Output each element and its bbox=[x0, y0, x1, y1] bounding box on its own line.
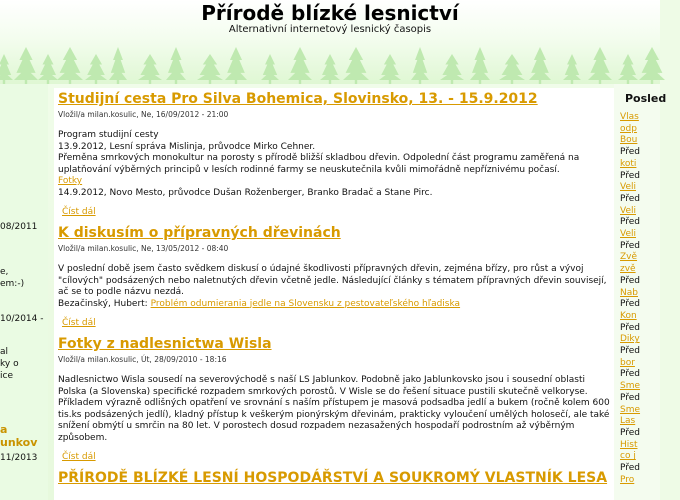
reference-author: Bezačinský, Hubert: bbox=[58, 298, 151, 309]
recent-post-item bbox=[620, 241, 680, 253]
article bbox=[54, 335, 614, 463]
left-sidebar bbox=[0, 84, 48, 500]
read-more-link[interactable]: Číst dál bbox=[62, 318, 96, 328]
article-paragraph: Nadlesnictwo Wisla sousedí na severovýchodě s naší LS Jablunkov. Podobně jako Jablunkovsko jsou i sousední oblasti Polska (a Slovenska) specifické rozpadem smrkových porostů. V Wisle se do řešení situace pustili skutečně velkoryse. Příkladem výrazně odlišných opatření ve srovnání s naším přístupem je masová podsadba jedlí a bukem (ročně kolem 600 tis.ks podsázených jedlí), kladný přístup k veškerým pionýrským dřevinám, prakticky vyloučení umělých holosečí, ale také snížení obmýtí u smrčin na 80 let. V porostech dosud rozpadem nezasažených hospodaří podrostním až výběrným způsobem. bbox=[58, 375, 610, 443]
recent-post-item[interactable] bbox=[620, 381, 680, 393]
article-body bbox=[58, 130, 610, 199]
recent-post-item[interactable] bbox=[620, 252, 680, 264]
recent-post-meta: Před bbox=[620, 217, 641, 228]
recent-post-link[interactable]: Veli bbox=[620, 182, 636, 193]
recent-post-item[interactable] bbox=[620, 311, 680, 323]
recent-post-item[interactable] bbox=[620, 416, 680, 428]
recent-post-meta: Před bbox=[620, 427, 641, 438]
recent-post-item[interactable] bbox=[620, 264, 680, 276]
recent-post-item[interactable] bbox=[620, 451, 680, 463]
article-body bbox=[58, 264, 610, 310]
tree-decoration bbox=[166, 47, 186, 80]
recent-post-item bbox=[620, 147, 680, 159]
recent-post-link[interactable]: bor bbox=[620, 357, 635, 368]
recent-post-item[interactable] bbox=[620, 358, 680, 370]
recent-post-item bbox=[620, 346, 680, 358]
recent-post-item[interactable] bbox=[620, 124, 680, 136]
recent-post-item[interactable] bbox=[620, 288, 680, 300]
site-subtitle: Alternativní internetový lesnický časopis bbox=[228, 24, 432, 35]
recent-post-item bbox=[620, 217, 680, 229]
recent-post-link[interactable]: Veli bbox=[620, 205, 636, 216]
recent-post-meta: Před bbox=[620, 299, 641, 310]
recent-post-item bbox=[620, 194, 680, 206]
recent-post-link[interactable]: Sme bbox=[620, 404, 641, 415]
article-body bbox=[58, 375, 610, 444]
recent-post-link[interactable]: odp bbox=[620, 123, 637, 134]
recent-post-item bbox=[620, 276, 680, 288]
recent-post-item bbox=[620, 369, 680, 381]
article-paragraph: Program studijní cesty bbox=[58, 130, 159, 140]
tree-decoration bbox=[618, 54, 638, 80]
tree-decoration bbox=[639, 47, 665, 80]
tree-decoration bbox=[470, 47, 490, 80]
tree-decoration bbox=[225, 47, 247, 80]
article-title-link[interactable]: Studijní cesta Pro Silva Bohemica, Slovinsko, 13. - 15.9.2012 bbox=[58, 91, 538, 107]
recent-post-item[interactable] bbox=[620, 475, 680, 487]
article-title-link[interactable]: K diskusím o přípravných dřevinách bbox=[58, 225, 341, 241]
content-column bbox=[54, 88, 614, 500]
site-title[interactable]: Přírodě blízké lesnictví bbox=[201, 1, 459, 25]
left-sidebar-link[interactable]: a bbox=[0, 423, 8, 436]
recent-post-link[interactable]: Zvě bbox=[620, 252, 638, 263]
reference-link[interactable]: Problém odumierania jedle na Slovensku z pestovateľského hľadiska bbox=[150, 298, 461, 309]
recent-post-link[interactable]: Sme bbox=[620, 381, 641, 392]
left-sidebar-text: ky o bbox=[0, 359, 19, 369]
recent-post-item[interactable] bbox=[620, 405, 680, 417]
tree-decoration bbox=[288, 47, 312, 80]
recent-post-item bbox=[620, 171, 680, 183]
recent-post-link[interactable]: Vlas bbox=[620, 112, 639, 122]
recent-post-meta: Před bbox=[620, 147, 641, 158]
recent-post-meta: Před bbox=[620, 240, 641, 251]
left-sidebar-text: al bbox=[0, 347, 9, 357]
recent-post-meta: Před bbox=[620, 346, 641, 357]
recent-post-link[interactable]: Kon bbox=[620, 310, 637, 321]
recent-post-link[interactable]: Bou bbox=[620, 135, 638, 146]
photos-link[interactable]: Fotky bbox=[58, 176, 83, 186]
article bbox=[54, 90, 614, 218]
recent-post-item[interactable] bbox=[620, 182, 680, 194]
left-sidebar-text: em:-) bbox=[0, 279, 25, 289]
right-sidebar bbox=[614, 84, 667, 500]
tree-decoration bbox=[38, 54, 58, 80]
recent-post-item[interactable] bbox=[620, 206, 680, 218]
left-sidebar-text: e, bbox=[0, 267, 9, 277]
recent-post-item[interactable] bbox=[620, 159, 680, 171]
recent-post-item[interactable] bbox=[620, 135, 680, 147]
tree-decoration bbox=[14, 47, 38, 80]
article-meta: Vložil/a milan.kosulic, Ne, 13/05/2012 - 08:40 bbox=[58, 244, 229, 253]
recent-post-item bbox=[620, 393, 680, 405]
tree-decoration bbox=[343, 47, 369, 80]
article-paragraph: 14.9.2012, Novo Mesto, průvodce Dušan Roženberger, Branko Bradač a Stane Pirc. bbox=[58, 187, 433, 198]
article bbox=[54, 224, 614, 329]
recent-post-link[interactable]: Nab bbox=[620, 287, 638, 298]
article-meta: Vložil/a milan.kosulic, Ne, 16/09/2012 - 21:00 bbox=[58, 110, 229, 119]
recent-post-item[interactable] bbox=[620, 229, 680, 241]
recent-post-item[interactable] bbox=[620, 334, 680, 346]
recent-post-item bbox=[620, 299, 680, 311]
recent-post-link[interactable]: zvě bbox=[620, 264, 636, 275]
main-area bbox=[48, 84, 614, 500]
recent-post-link[interactable]: koti bbox=[620, 158, 637, 169]
recent-post-meta: Před bbox=[620, 369, 641, 380]
tree-decoration bbox=[563, 54, 581, 80]
read-more-link[interactable]: Číst dál bbox=[62, 207, 96, 217]
recent-post-item bbox=[620, 428, 680, 440]
recent-post-item bbox=[620, 463, 680, 475]
recent-posts-heading: Posled bbox=[625, 92, 667, 105]
left-sidebar-text: 10/2014 - bbox=[0, 314, 44, 324]
recent-post-link[interactable]: Pro bbox=[620, 474, 635, 485]
tree-decoration bbox=[109, 47, 127, 80]
tree-decoration bbox=[499, 54, 525, 80]
article-title-link[interactable]: Fotky z nadlesnictwa Wisla bbox=[58, 336, 272, 352]
article-paragraph: Přeměna smrkových monokultur na porosty s přírodě bližší skladbou dřevin. Odpolední část programu zaměřená na uplatňování výběrných principů v lesích rodinné farmy se neuskutečnila kvůli mimořádně nepříznivému počasí. bbox=[58, 153, 580, 175]
recent-post-link[interactable]: Las bbox=[620, 416, 636, 427]
article-paragraph: V poslední době jsem často svědkem diskusí o údajné škodlivosti přípravných dřevin, zejména břízy, pro růst a vývoj "cílových" podsázených nebo naletnutých dřevin včetně jedle. Následující články s tématem přípravných dřevin souvisejí, ač se to podle názvu nezdá. bbox=[58, 264, 607, 297]
left-sidebar-text: ice bbox=[0, 371, 13, 381]
site-header bbox=[0, 0, 660, 84]
tree-decoration bbox=[261, 54, 279, 80]
article bbox=[54, 469, 614, 487]
left-sidebar-text: 11/2013 bbox=[0, 453, 38, 463]
left-sidebar-link[interactable]: unkov bbox=[0, 436, 38, 449]
recent-post-meta: Před bbox=[620, 322, 641, 333]
recent-post-meta: Před bbox=[620, 170, 641, 181]
recent-post-meta: Před bbox=[620, 275, 641, 286]
recent-post-link[interactable]: Veli bbox=[620, 229, 636, 240]
recent-post-item[interactable] bbox=[620, 112, 680, 124]
recent-post-meta: Před bbox=[620, 463, 641, 474]
recent-post-link[interactable]: Hist bbox=[620, 439, 638, 450]
recent-post-meta: Před bbox=[620, 193, 641, 204]
tree-decoration bbox=[138, 54, 162, 80]
tree-banner bbox=[0, 36, 660, 84]
read-more-link[interactable]: Číst dál bbox=[62, 452, 96, 462]
tree-decoration bbox=[440, 54, 464, 80]
left-sidebar-text: 08/2011 bbox=[0, 222, 38, 232]
recent-post-link[interactable]: Diky bbox=[620, 334, 640, 345]
article-meta: Vložil/a milan.kosulic, Út, 28/09/2010 - 18:16 bbox=[58, 355, 227, 364]
recent-post-item bbox=[620, 323, 680, 335]
tree-decoration bbox=[588, 47, 612, 80]
tree-decoration bbox=[529, 47, 551, 80]
tree-decoration bbox=[411, 47, 429, 80]
tree-decoration bbox=[320, 54, 340, 80]
tree-decoration bbox=[85, 54, 107, 80]
recent-post-meta: Před bbox=[620, 392, 641, 403]
tree-decoration bbox=[57, 47, 83, 80]
recent-post-link[interactable]: co j bbox=[620, 451, 636, 462]
recent-posts-list bbox=[620, 112, 680, 487]
tree-decoration bbox=[0, 54, 13, 80]
article-title-link[interactable]: PŘÍRODĚ BLÍZKÉ LESNÍ HOSPODÁŘSTVÍ A SOUKROMÝ VLASTNÍK LESA bbox=[58, 470, 608, 486]
recent-post-item[interactable] bbox=[620, 440, 680, 452]
article-paragraph: 13.9.2012, Lesní správa Mislinja, průvodce Mirko Cehner. bbox=[58, 141, 316, 152]
tree-decoration bbox=[197, 54, 223, 80]
tree-decoration bbox=[379, 54, 401, 80]
